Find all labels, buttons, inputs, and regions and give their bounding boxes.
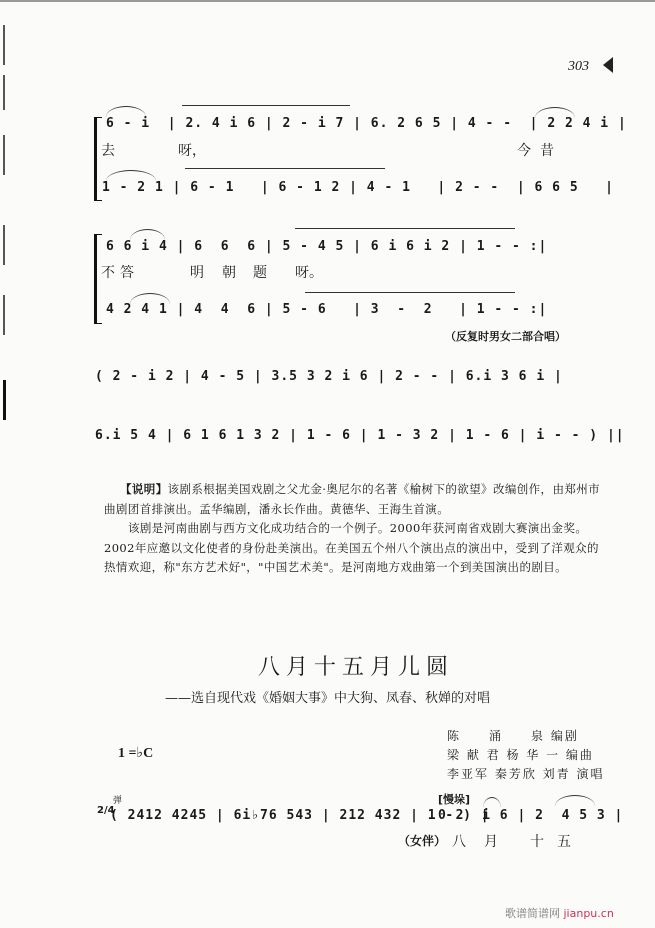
- melody-line: 0 2 i 6 | 2 4 5 3 |: [438, 808, 624, 823]
- credit-performers: 李亚军 秦芳欣 刘青 演唱: [447, 767, 605, 781]
- tie-line: [295, 228, 515, 229]
- explanation-paragraph-2: 该剧是河南曲剧与西方文化成功结合的一个例子。2000年获河南省戏剧大赛演出金奖。2002年应邀以文化使者的身份赴美演出。在美国五个州八个演出点的演出中，受到了洋观众的热情欢迎，称"东方艺术好"，"中国艺术美"。是河南地方戏曲第一个到美国演出的剧目。: [104, 521, 599, 574]
- credit-playwright: 陈 涌 泉 编剧: [447, 729, 579, 743]
- intro-line: ( 2412 4245 | 6i♭76 543 | 212 432 | 1 - ) |: [110, 808, 490, 823]
- repeat-note: （反复时男女二部合唱）: [445, 330, 566, 343]
- upper-notes: 6 6 i 4 | 6 6 6 | 5 - 4 5 | 6 i 6 i 2 | 1 - - :|: [106, 239, 548, 254]
- staff-upper: [100, 239, 620, 261]
- page-top-rule: [0, 0, 655, 2]
- lyric: 朝: [222, 265, 236, 281]
- binding-mark: [3, 225, 5, 265]
- lyric: 题: [253, 265, 267, 281]
- slur: [483, 797, 501, 808]
- instrument-mark: 弹: [113, 796, 123, 806]
- lyric: 明: [190, 265, 204, 281]
- slur: [555, 795, 595, 806]
- lyric: 呀。: [295, 265, 323, 281]
- key-signature: 1 =♭C: [118, 746, 154, 761]
- binding-mark: [3, 25, 5, 65]
- accomp-label: （女伴）: [398, 834, 447, 848]
- lyric: 不: [101, 265, 115, 281]
- lyric: 昔: [540, 143, 554, 159]
- page-arrow-icon: [603, 57, 613, 73]
- binding-mark: [3, 75, 5, 110]
- page-number: 303: [568, 59, 589, 74]
- lyric: 五: [557, 834, 571, 850]
- binding-mark: [3, 380, 6, 420]
- watermark: 歌谱简谱网 jianpu.cn: [505, 907, 614, 920]
- lyric: 去: [101, 143, 115, 159]
- interlude-line-1: ( 2 - i 2 | 4 - 5 | 3.5 3 2 i 6 | 2 - - | 6.i 3 6 i |: [95, 369, 563, 384]
- lyric: 十: [530, 834, 544, 850]
- binding-mark: [3, 295, 5, 335]
- tie-line: [182, 105, 350, 106]
- staff-upper: [100, 116, 627, 138]
- lyric: 月: [484, 834, 498, 850]
- lyric: 答: [120, 265, 134, 281]
- lyric: 呀，: [178, 143, 206, 159]
- tempo-mark: [慢垛]: [438, 793, 471, 806]
- explanation-label: 【说明】: [120, 482, 168, 496]
- tie-line: [305, 292, 515, 293]
- binding-mark: [3, 135, 5, 175]
- credit-composer: 梁 献 君 杨 华 一 编曲: [447, 748, 594, 762]
- interlude-line-2: 6.i 5 4 | 6 1 6 1 3 2 | 1 - 6 | 1 - 3 2 | 1 - 6 | i - - ) ||: [95, 428, 625, 443]
- tie-line: [185, 168, 385, 169]
- staff-lower: [100, 302, 620, 324]
- lower-notes: 1 - 2 1 | 6 - 1 | 6 - 1 2 | 4 - 1 | 2 - - | 6 6 5 |: [102, 180, 614, 195]
- time-signature: 2/4: [97, 805, 115, 816]
- song-subtitle: ——选自现代戏《婚姻大事》中大狗、凤春、秋婵的对唱: [165, 691, 491, 706]
- explanation-paragraph-1: 【说明】该剧系根据美国戏剧之父尤金·奥尼尔的名著《榆树下的欲望》改编创作，由郑州市曲剧团首排演出。孟华编剧，潘永长作曲。黄德华、王海生首演。: [104, 482, 601, 516]
- lyric: 今: [517, 143, 531, 159]
- lower-notes: 4 2 4 1 | 4 4 6 | 5 - 6 | 3 - 2 | 1 - - :|: [106, 302, 548, 317]
- song-title: 八月十五月儿圆: [258, 655, 455, 680]
- upper-notes: 6 - i | 2. 4 i 6 | 2 - i 7 | 6. 2 6 5 | 4 - - | 2 2 4 i |: [106, 116, 627, 131]
- staff-lower: [100, 180, 620, 202]
- lyric: 八: [452, 834, 466, 850]
